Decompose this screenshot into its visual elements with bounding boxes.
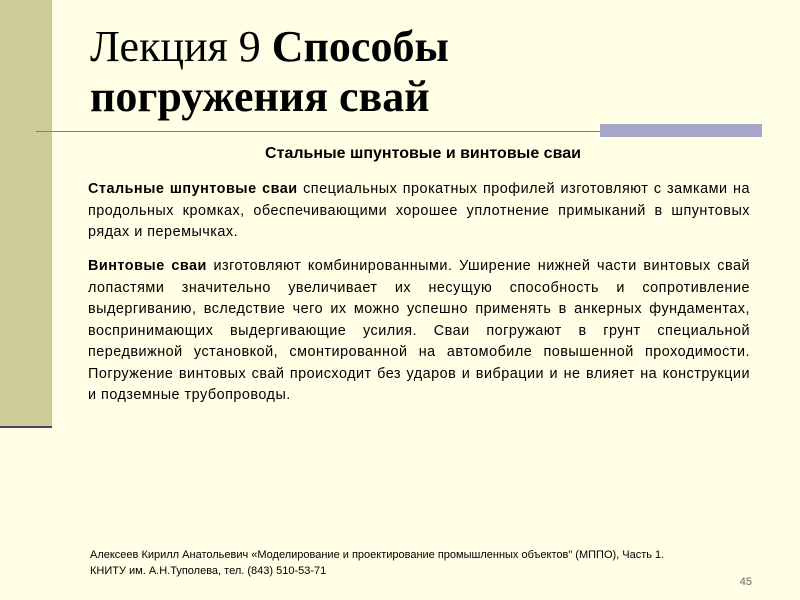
paragraph-lead: Винтовые сваи <box>88 258 207 274</box>
paragraph-body: специальных прокатных профилей изготовляют с замками на продольных кромках, обеспечивающими хорошее уплотнение примыканий в шпунтовых рядах и перемычках. <box>88 181 751 240</box>
title-lecture-number: Лекция 9 <box>90 22 272 71</box>
left-band-underline <box>0 426 52 428</box>
slide-footer <box>90 548 750 579</box>
footer-author-line: Алексеев Кирилл Анатольевич «Моделирование и проектирование промышленных объектов" (МППО), Часть 1. <box>90 549 665 561</box>
paragraph-screw-piles <box>88 256 750 407</box>
title-divider-block <box>600 124 762 137</box>
title-divider-line <box>36 131 600 132</box>
slide-subtitle: Стальные шпунтовые и винтовые сваи <box>265 145 581 162</box>
left-decorative-band <box>0 0 52 426</box>
paragraph-lead: Стальные шпунтовые сваи <box>88 181 298 197</box>
title-topic-line1: Способы <box>271 22 449 71</box>
footer-contact-line: КНИТУ им. А.Н.Туполева, тел. (843) 510-53-71 <box>90 564 327 577</box>
paragraph-body: изготовляют комбинированными. Уширение нижней части винтовых свай лопастями значительно увеличивает их несущую способность и сопротивление выдергиванию, вследствие чего их можно успешно применять в анкерных фундаментах, воспринимающих выдергивающие усилия. Сваи погружают в грунт специальной передвижной установкой, смонтированной на автомобиле повышенной проходимости. Погружение винтовых свай происходит без ударов и вибрации и не влияет на конструкции и подземные трубопроводы. <box>88 258 750 403</box>
page-number: 45 <box>739 576 752 588</box>
paragraph-sheet-piles <box>88 179 750 244</box>
slide-title <box>90 22 730 122</box>
title-topic-line2: погружения свай <box>90 72 430 121</box>
